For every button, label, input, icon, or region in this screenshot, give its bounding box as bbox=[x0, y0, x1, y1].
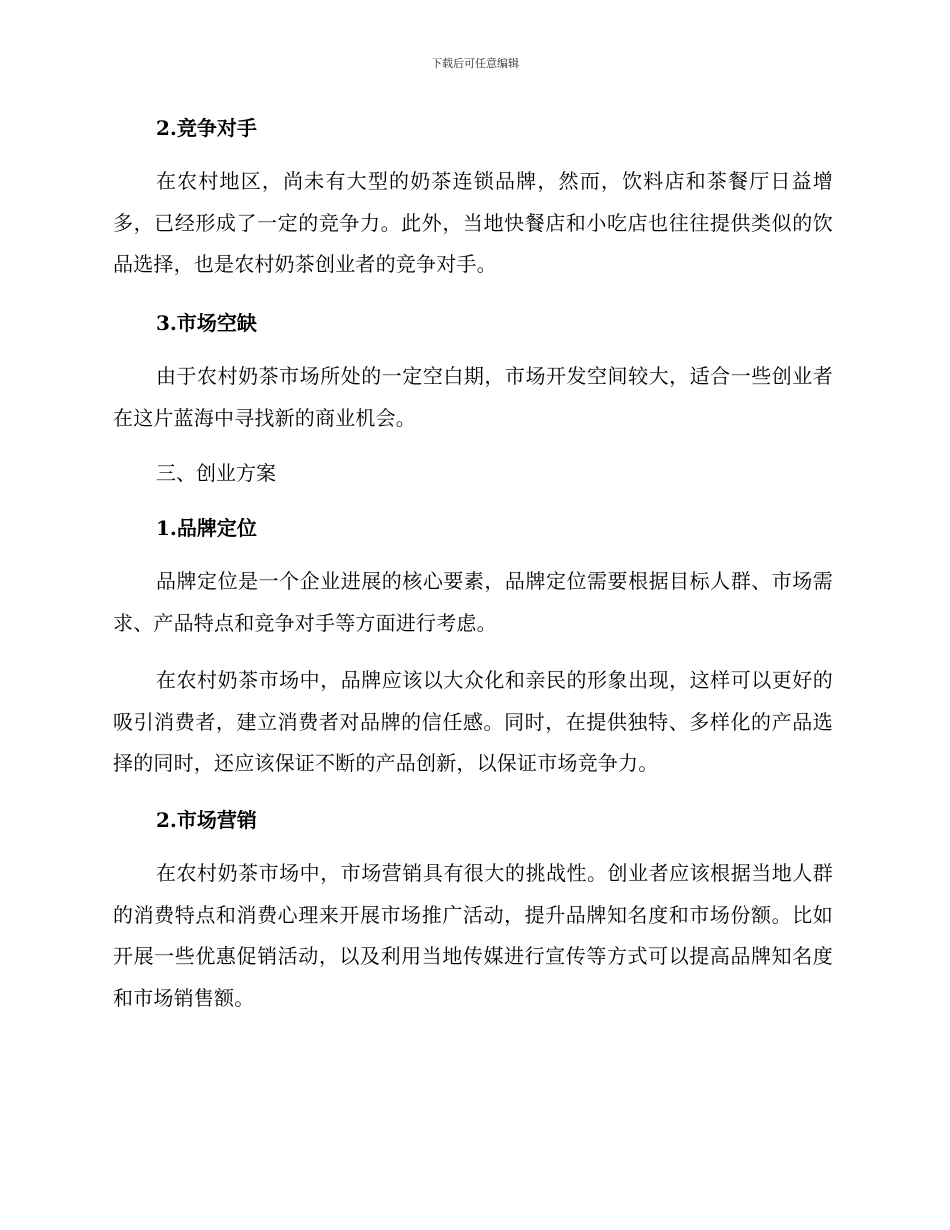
heading-brand-positioning: 1.品牌定位 bbox=[156, 516, 257, 540]
heading-marketing: 2.市场营销 bbox=[156, 808, 257, 832]
paragraph-brand-positioning-1: 品牌定位是一个企业进展的核心要素，品牌定位需要根据目标人群、市场需求、产品特点和竞争对手等方面进行考虑。 bbox=[113, 569, 833, 635]
paragraph-brand-positioning-2: 在农村奶茶市场中，品牌应该以大众化和亲民的形象出现，这样可以更好的吸引消费者，建立消费者对品牌的信任感。同时，在提供独特、多样化的产品选择的同时，还应该保证不断的产品创新，以保证市场竞争力。 bbox=[113, 668, 833, 775]
heading-competitors: 2.竞争对手 bbox=[156, 116, 257, 140]
heading-plan: 三、创业方案 bbox=[156, 461, 276, 485]
paragraph-competitors: 在农村地区，尚未有大型的奶茶连锁品牌，然而，饮料店和茶餐厅日益增多，已经形成了一定的竞争力。此外，当地快餐店和小吃店也往往提供类似的饮品选择，也是农村奶茶创业者的竞争对手。 bbox=[113, 169, 833, 276]
paragraph-marketing: 在农村奶茶市场中，市场营销具有很大的挑战性。创业者应该根据当地人群的消费特点和消费心理来开展市场推广活动，提升品牌知名度和市场份额。比如开展一些优惠促销活动，以及利用当地传媒进行宣传等方式可以提高品牌知名度和市场销售额。 bbox=[113, 861, 833, 1010]
page-header: 下载后可任意编辑 bbox=[431, 57, 519, 70]
paragraph-market-gap: 由于农村奶茶市场所处的一定空白期，市场开发空间较大，适合一些创业者在这片蓝海中寻找新的商业机会。 bbox=[113, 364, 833, 430]
heading-market-gap: 3.市场空缺 bbox=[156, 311, 257, 335]
